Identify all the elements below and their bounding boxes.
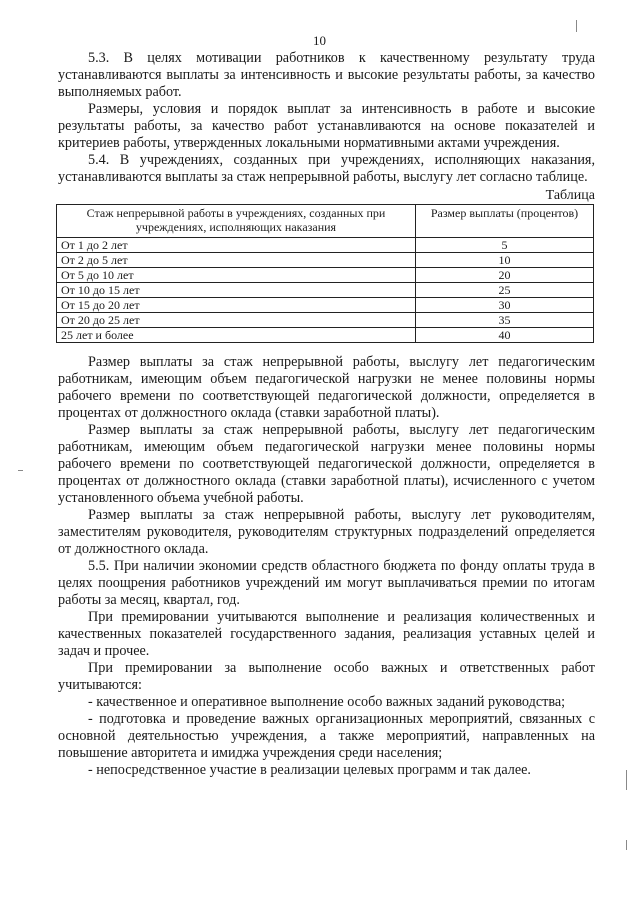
row-seniority: От 10 до 15 лет	[57, 283, 416, 298]
scan-mark	[626, 770, 627, 790]
table-header-row	[57, 205, 594, 238]
row-seniority: От 5 до 10 лет	[57, 268, 416, 283]
list-item: - непосредственное участие в реализации целевых программ и так далее.	[88, 762, 531, 778]
table-row	[57, 313, 594, 328]
paragraph-payment-criteria: Размеры, условия и порядок выплат за интенсивность в работе и высокие результаты работы, за качество работ устанавливаются на основе показателей и критериев работы, утвержденных локальными нормативными актами учреждения.	[58, 101, 595, 151]
scan-mark	[18, 470, 23, 471]
row-seniority: От 20 до 25 лет	[57, 313, 416, 328]
paragraph-pedagogical-partial: Размер выплаты за стаж непрерывной работы, выслугу лет педагогическим работникам, имеющим объем педагогической нагрузки менее половины нормы рабочего времени по соответствующей педагогической должности, определяется в процентах от должностного оклада (ставки заработной платы), исчисленного с учетом установленного объема учебной работы.	[58, 422, 595, 506]
paragraph-important-works: При премировании за выполнение особо важных и ответственных работ учитываются:	[58, 660, 595, 693]
table-row	[57, 298, 594, 313]
table-caption: Таблица	[545, 188, 595, 203]
row-percent: 5	[416, 238, 594, 253]
list-item: - качественное и оперативное выполнение особо важных заданий руководства;	[88, 694, 566, 710]
page-number: 10	[313, 33, 326, 48]
table-row	[57, 253, 594, 268]
document-body	[58, 50, 595, 779]
paragraph-bonus-indicators: При премировании учитываются выполнение и реализация количественных и качественных показателей государственного задания, реализация уставных целей и задач и прочее.	[58, 609, 595, 659]
paragraph-5-5: 5.5. При наличии экономии средств областного бюджета по фонду оплаты труда в целях поощрения работников учреждений им могут выплачиваться премии по итогам работы за месяц, квартал, год.	[58, 558, 595, 608]
row-percent: 40	[416, 328, 594, 343]
post-table-section	[58, 354, 595, 779]
list-item: - подготовка и проведение важных организационных мероприятий, связанных с основной деятельностью учреждения, а также мероприятий, направленных на повышение авторитета и имиджа учреждения среди населения;	[58, 711, 595, 761]
row-percent: 20	[416, 268, 594, 283]
row-percent: 25	[416, 283, 594, 298]
paragraph-managers: Размер выплаты за стаж непрерывной работы, выслугу лет руководителям, заместителям руководителя, руководителям структурных подразделений определяется от должностного оклада.	[58, 507, 595, 557]
table-row	[57, 268, 594, 283]
scan-mark	[576, 20, 577, 32]
row-percent: 35	[416, 313, 594, 328]
table-row	[57, 238, 594, 253]
row-percent: 30	[416, 298, 594, 313]
row-percent: 10	[416, 253, 594, 268]
header-payment-size: Размер выплаты (процентов)	[416, 205, 594, 238]
paragraph-5-4: 5.4. В учреждениях, созданных при учреждениях, исполняющих наказания, устанавливаются выплаты за стаж непрерывной работы, выслугу лет согласно таблице.	[58, 152, 595, 185]
paragraph-5-3: 5.3. В целях мотивации работников к качественному результату труда устанавливаются выплаты за интенсивность и высокие результаты работы, за качество выполняемых работ.	[58, 50, 595, 100]
row-seniority: От 2 до 5 лет	[57, 253, 416, 268]
paragraph-pedagogical-full: Размер выплаты за стаж непрерывной работы, выслугу лет педагогическим работникам, имеющим объем педагогической нагрузки не менее половины нормы рабочего времени по соответствующей педагогической должности, определяется в процентах от должностного оклада (ставки заработной платы).	[58, 354, 595, 421]
row-seniority: 25 лет и более	[57, 328, 416, 343]
seniority-table	[56, 204, 594, 343]
table-row	[57, 328, 594, 343]
header-seniority: Стаж непрерывной работы в учреждениях, созданных при учреждениях, исполняющих наказания	[57, 205, 416, 238]
row-seniority: От 1 до 2 лет	[57, 238, 416, 253]
row-seniority: От 15 до 20 лет	[57, 298, 416, 313]
scan-mark	[626, 840, 627, 850]
table-row	[57, 283, 594, 298]
